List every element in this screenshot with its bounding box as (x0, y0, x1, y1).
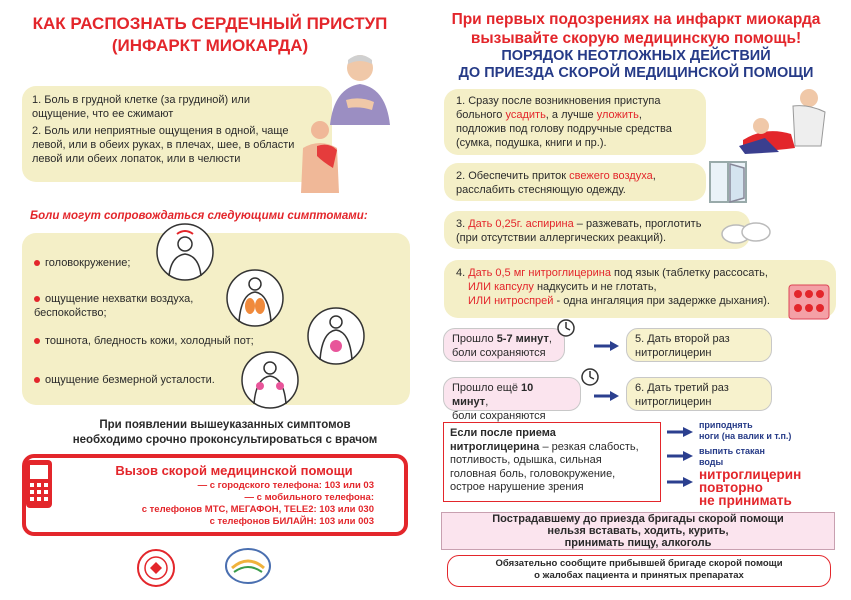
symptom-4-text: ощущение безмерной усталости. (45, 374, 215, 386)
symptom-3-text: тошнота, бледность кожи, холодный пот; (45, 335, 254, 347)
report-line-2: о жалобах пациента и принятых препаратах (534, 570, 744, 581)
wait-2-line-1 (452, 381, 572, 409)
wait-1-line-2: боли сохраняются (452, 347, 546, 359)
side-effects-line-2 (450, 441, 660, 455)
raise-legs-line-2: ноги (на валик и т.п.) (699, 431, 792, 441)
chest-pain-man-illustration (320, 50, 400, 125)
step-1-mid: , а лучше (545, 109, 597, 121)
side-effects-nitro: нитроглицерина (450, 440, 540, 453)
step-1-line-3: подложив под голову подручные средства (456, 123, 672, 135)
step-4-text (456, 266, 786, 308)
no-nitro-line-2: повторно (699, 480, 763, 495)
drink-water-line-2: воды (699, 457, 724, 467)
emergency-title: Вызов скорой медицинской помощи (115, 463, 353, 478)
emergency-line-2: — с мобильного телефона: (244, 492, 374, 503)
step-1-word-patient: больного (456, 109, 506, 121)
forbidden-line-2: нельзя вставать, ходить, курить, (547, 525, 729, 537)
health-center-logo-icon (224, 546, 272, 586)
action-5-box (626, 328, 772, 362)
bullet-icon (34, 338, 40, 344)
clock-icon (556, 318, 576, 338)
forbidden-actions-text (441, 513, 835, 549)
aspirin-tablets-icon (716, 216, 776, 250)
no-nitro-line-3: не принимать (699, 493, 792, 508)
step-1-line-1: 1. Сразу после возникновения приступа (456, 95, 661, 107)
first-aid-scene-illustration (735, 86, 835, 156)
wait-2-comma: , (485, 396, 489, 408)
forbidden-line-1: Пострадавшему до приезда бригады скорой помощи (492, 513, 784, 525)
bullet-icon (34, 296, 40, 302)
step-2-line-2: расслабить стесняющую одежду. (456, 184, 626, 196)
breathlessness-figure-icon (225, 268, 285, 328)
no-nitro-line-1: нитроглицерин (699, 467, 802, 482)
order-title-line-2: ДО ПРИЕЗДА СКОРОЙ МЕДИЦИНСКОЙ ПОМОЩИ (458, 65, 814, 81)
bullet-icon (34, 260, 40, 266)
emergency-line-4: с телефонов БИЛАЙН: 103 или 003 (209, 516, 374, 527)
step-1-line-2 (456, 108, 706, 122)
step-3-number: 3. (456, 218, 469, 230)
wait-2-passed: Прошло ещё (452, 382, 522, 394)
step-3-instruction: – разжевать, проглотить (573, 218, 702, 230)
side-effects-line-4: головная боль, головокружение, (450, 467, 616, 480)
symptom-1 (34, 256, 130, 270)
side-effect-arrows-icon (665, 424, 695, 504)
action-6-box (626, 377, 772, 411)
raise-legs-action (699, 420, 839, 442)
clock-icon (580, 367, 600, 387)
fatigue-figure-icon (240, 350, 300, 410)
pill-blister-icon (786, 282, 832, 322)
consult-line-1: При появлении вышеуказанных симптомов (99, 419, 351, 431)
dizziness-figure-icon (155, 222, 215, 282)
forbidden-line-3: принимать пищу, алкоголь (564, 537, 712, 549)
nausea-figure-icon (306, 306, 366, 366)
step-4-spray: ИЛИ нитроспрей (468, 295, 554, 307)
step-1-lay: уложить (596, 109, 639, 121)
wait-5-7-box (443, 328, 565, 362)
step-1-sit: усадить (505, 109, 546, 121)
pain-areas-body-illustration (295, 118, 345, 193)
consult-line-2: необходимо срочно проконсультироваться с врачом (72, 434, 378, 446)
bullet-icon (34, 377, 40, 383)
step-4-nitro: Дать 0,5 мг нитроглицерина (468, 267, 611, 279)
symptom-1-text: головокружение; (45, 257, 131, 269)
symptom-4 (34, 373, 215, 387)
step-2-fresh-air: свежего воздуха (569, 170, 653, 182)
wait-1-passed: Прошло (452, 333, 497, 345)
no-nitro-action (699, 468, 844, 507)
drink-water-action (699, 446, 839, 468)
step-4-under-tongue: под язык (таблетку рассосать, (610, 267, 768, 279)
right-title-line-1: При первых подозрениях на инфаркт миокарда (451, 11, 821, 28)
step-3-line-2: (при отсутствии аллергических реакций). (456, 232, 667, 244)
action-5-line-2: нитроглицерин (635, 347, 712, 359)
step-3-aspirin: Дать 0,25г. аспирина (468, 218, 574, 230)
mobile-phone-icon (24, 458, 54, 510)
step-3-text (456, 217, 716, 245)
step-4-line-3 (456, 294, 786, 308)
ministry-seal-logo-icon (136, 548, 176, 588)
side-effects-line-3: потливость, одышка, сильная (450, 454, 602, 466)
raise-legs-line-1: приподнять (699, 420, 753, 430)
step-2-comma: , (652, 170, 656, 182)
step-4-capsule-instr: надкусить и не глотать, (533, 281, 657, 293)
right-title (436, 10, 836, 48)
step-2-line-1 (456, 169, 706, 183)
drink-water-line-1: выпить стакан (699, 446, 765, 456)
step-2-start: 2. Обеспечить приток (456, 170, 570, 182)
wait-1-comma: , (548, 333, 552, 345)
step-3-line-1 (456, 217, 716, 231)
consult-note (30, 418, 420, 448)
wait-2-minutes: 10 минут (452, 382, 534, 408)
step-1-text (456, 94, 706, 150)
report-reminder-text (447, 558, 831, 582)
symptom-3 (34, 334, 254, 348)
arrow-right-icon (594, 340, 620, 352)
pain-item-1: 1. Боль в грудной клетке (за грудиной) или ощущение, что ее сжимают (32, 94, 250, 120)
side-effects-text (450, 427, 660, 495)
symptom-2 (34, 292, 224, 320)
symptom-2-text: ощущение нехватки воздуха, беспокойство; (34, 293, 194, 319)
pain-item-2: 2. Боль или неприятные ощущения в одной, чаще левой, или в обеих руках, в плечах, шее, в области левой или обеих лопаток, или в челюсти (32, 125, 295, 165)
emergency-numbers (92, 480, 374, 528)
step-1-comma: , (638, 109, 642, 121)
wait-1-minutes: 5-7 минут (496, 333, 549, 345)
side-effects-weakness: – резкая слабость, (539, 440, 639, 453)
emergency-line-3: с телефонов МТС, МЕГАФОН, TELE2: 103 или 030 (141, 504, 374, 515)
step-4-number: 4. (456, 267, 469, 279)
wait-10-box (443, 377, 581, 422)
action-5-line-1: 5. Дать второй раз (635, 333, 730, 345)
side-effects-line-5: острое нарушение зрения (450, 481, 584, 493)
step-4-line-2 (456, 280, 786, 294)
arrow-right-icon (594, 390, 620, 402)
symptoms-heading: Боли могут сопровождаться следующими симптомами: (30, 210, 368, 222)
step-1-line-4: (сумка, подушка, книги и пр.). (456, 137, 607, 149)
step-4-line-1 (456, 266, 786, 280)
left-title-line2: (ИНФАРКТ МИОКАРДА) (111, 36, 309, 55)
open-window-icon (706, 158, 750, 206)
side-effects-line-1: Если после приема (450, 427, 556, 439)
step-4-capsule: ИЛИ капсулу (468, 281, 534, 293)
report-line-1: Обязательно сообщите прибывшей бригаде скорой помощи (495, 558, 783, 569)
left-title-line1: КАК РАСПОЗНАТЬ СЕРДЕЧНЫЙ ПРИСТУП (32, 14, 388, 33)
order-title-line-1: ПОРЯДОК НЕОТЛОЖНЫХ ДЕЙСТВИЙ (501, 48, 771, 64)
order-title (436, 48, 836, 82)
wait-1-line-1 (452, 332, 556, 346)
step-4-spray-instr: - одна ингаляция при задержке дыхания). (553, 295, 770, 307)
action-6-line-2: нитроглицерин (635, 396, 712, 408)
action-6-line-1: 6. Дать третий раз (635, 382, 729, 394)
emergency-line-1: — с городского телефона: 103 или 03 (197, 480, 374, 491)
step-2-text (456, 169, 706, 197)
right-title-line-2: вызывайте скорую медицинскую помощь! (470, 30, 802, 47)
wait-2-line-2: боли сохраняются (452, 410, 546, 422)
